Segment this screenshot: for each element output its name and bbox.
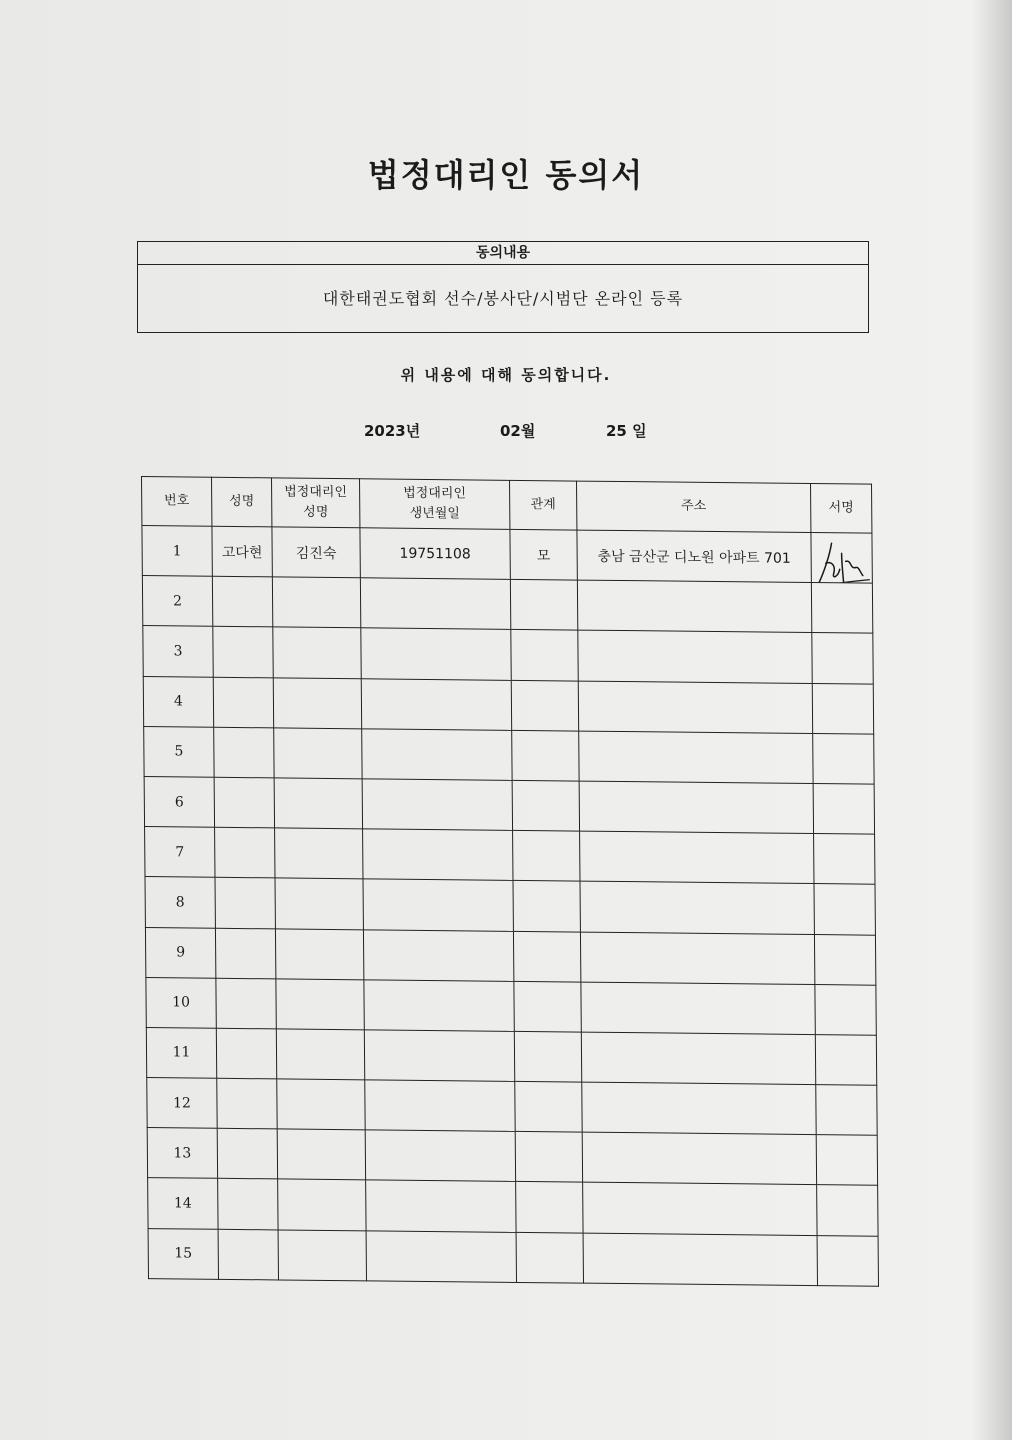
signature-cell [814,834,875,885]
table-row [146,977,876,1035]
row-number-cell: 2 [142,576,212,627]
relation-cell [516,1232,583,1283]
date-year: 2023년 [364,422,421,440]
relation-cell [515,1132,582,1183]
date-day: 25 일 [606,422,647,440]
relation-cell [513,881,580,932]
guardian-name-cell: 김진숙 [272,527,360,578]
row-number-cell: 15 [148,1228,218,1279]
relation-cell [515,1081,582,1132]
address-cell [580,831,814,884]
table-row [142,526,872,584]
header-guardian-name-text: 법정대리인 성명 [284,484,348,520]
row-number-cell: 11 [146,1027,216,1078]
row-number-cell: 10 [146,977,216,1028]
address-cell [581,1032,815,1085]
guardian-birthdate-cell [365,1130,515,1182]
guardian-name-cell [275,828,363,879]
relation-cell [514,1031,581,1082]
table-row [145,927,875,985]
relation-cell [511,630,578,681]
consent-box [137,241,869,333]
table-row [142,576,872,634]
signature-cell [816,1085,877,1136]
signature-cell [814,884,875,935]
signature-cell [817,1235,878,1286]
table-row [145,827,875,885]
guardian-birthdate-cell [364,1030,514,1082]
handwritten-signature-icon [811,533,872,583]
signature-cell [813,733,874,784]
signature-cell [812,683,873,734]
participant-name-cell [214,777,274,828]
guardian-name-cell [273,677,361,728]
guardian-name-cell [278,1230,366,1281]
header-address: 주소 [577,481,811,532]
table-row [143,676,873,734]
participant-name-cell [217,1078,277,1129]
row-number-cell: 6 [144,776,214,827]
participant-name-cell: 고다현 [212,526,272,577]
guardian-table [141,476,879,1287]
address-cell [578,630,812,683]
relation-cell: 모 [510,529,577,580]
row-number-cell: 8 [145,877,215,928]
signature-cell [817,1185,878,1236]
address-cell [582,1082,816,1135]
table-row [144,726,874,784]
guardian-name-cell [275,878,363,929]
signature-cell [811,583,872,634]
participant-name-cell [218,1179,278,1230]
header-guardian-birth-text: 법정대리인 생년월일 [403,485,467,522]
row-number-cell: 14 [148,1178,218,1229]
header-guardian-name [272,478,360,528]
address-cell [579,781,813,834]
participant-name-cell [217,1129,277,1180]
guardian-name-cell [274,778,362,829]
guardian-birthdate-cell [366,1180,516,1232]
guardian-name-cell [276,979,364,1030]
guardian-birthdate-cell [365,1080,515,1132]
table-row [147,1078,877,1136]
table-row [148,1228,878,1286]
address-cell [578,681,812,734]
participant-name-cell [218,1229,278,1280]
participant-name-cell [216,1028,276,1079]
participant-name-cell [215,827,275,878]
table-row [145,877,875,935]
consent-content: 대한태권도협회 선수/봉사단/시범단 온라인 등록 [322,289,684,308]
guardian-birthdate-cell [362,779,512,831]
participant-name-cell [212,576,272,627]
row-number-cell: 4 [143,676,213,727]
guardian-birthdate-cell [361,628,511,680]
row-number-cell: 13 [147,1128,217,1179]
relation-cell [513,831,580,882]
guardian-birthdate-cell [361,678,511,730]
row-number-cell: 12 [147,1078,217,1129]
row-number-cell: 5 [144,726,214,777]
relation-cell [512,730,579,781]
guardian-name-cell [278,1179,366,1230]
address-cell [583,1233,817,1286]
guardian-birthdate-cell [363,879,513,931]
header-relation: 관계 [510,480,577,530]
page-title: 법정대리인 동의서 [367,156,645,194]
guardian-birthdate-cell [363,929,513,981]
address-cell [579,731,813,784]
guardian-name-cell [277,1129,365,1180]
table-row [148,1178,878,1236]
guardian-birthdate-cell [366,1230,516,1282]
relation-cell [514,981,581,1032]
table-row [147,1128,877,1186]
table-row [143,626,873,684]
guardian-name-cell [274,728,362,779]
signature-cell [816,1135,877,1186]
guardian-name-cell [275,928,363,979]
signature-cell [815,1034,876,1085]
guardian-name-cell [277,1079,365,1130]
agreement-statement: 위 내용에 대해 동의합니다. [400,366,612,384]
row-number-cell: 3 [143,626,213,677]
participant-name-cell [215,878,275,929]
address-cell [581,982,815,1035]
header-number: 번호 [142,477,212,527]
guardian-birthdate-cell [360,578,510,630]
address-cell [577,580,811,633]
address-cell [582,1132,816,1185]
participant-name-cell [214,727,274,778]
table-row [144,776,874,834]
relation-cell [513,931,580,982]
header-signature: 서명 [811,484,872,534]
header-name: 성명 [212,477,272,527]
table-row [146,1027,876,1085]
signature-cell [813,783,874,834]
address-cell [583,1183,817,1236]
signature-cell [815,984,876,1035]
participant-name-cell [213,627,273,678]
participant-name-cell [215,928,275,979]
relation-cell [516,1182,583,1233]
relation-cell [511,680,578,731]
guardian-name-cell [273,627,361,678]
row-number-cell: 1 [142,526,212,577]
signature-cell [814,934,875,985]
guardian-name-cell [272,577,360,628]
guardian-birthdate-cell: 19751108 [360,528,510,580]
consent-heading: 동의내용 [138,242,868,265]
guardian-birthdate-cell [364,980,514,1032]
guardian-birthdate-cell [362,729,512,781]
row-number-cell: 7 [145,827,215,878]
table-header-row [142,477,872,534]
row-number-cell: 9 [145,927,215,978]
participant-name-cell [213,677,273,728]
relation-cell [512,780,579,831]
participant-name-cell [216,978,276,1029]
guardian-birthdate-cell [363,829,513,881]
signature-cell [811,533,872,584]
address-cell: 충남 금산군 디노원 아파트 701 [577,530,811,583]
address-cell [580,932,814,985]
address-cell [580,881,814,934]
date-month: 02월 [500,422,536,440]
signature-cell [812,633,873,684]
relation-cell [510,580,577,631]
guardian-name-cell [276,1029,364,1080]
header-guardian-birth [360,479,510,530]
